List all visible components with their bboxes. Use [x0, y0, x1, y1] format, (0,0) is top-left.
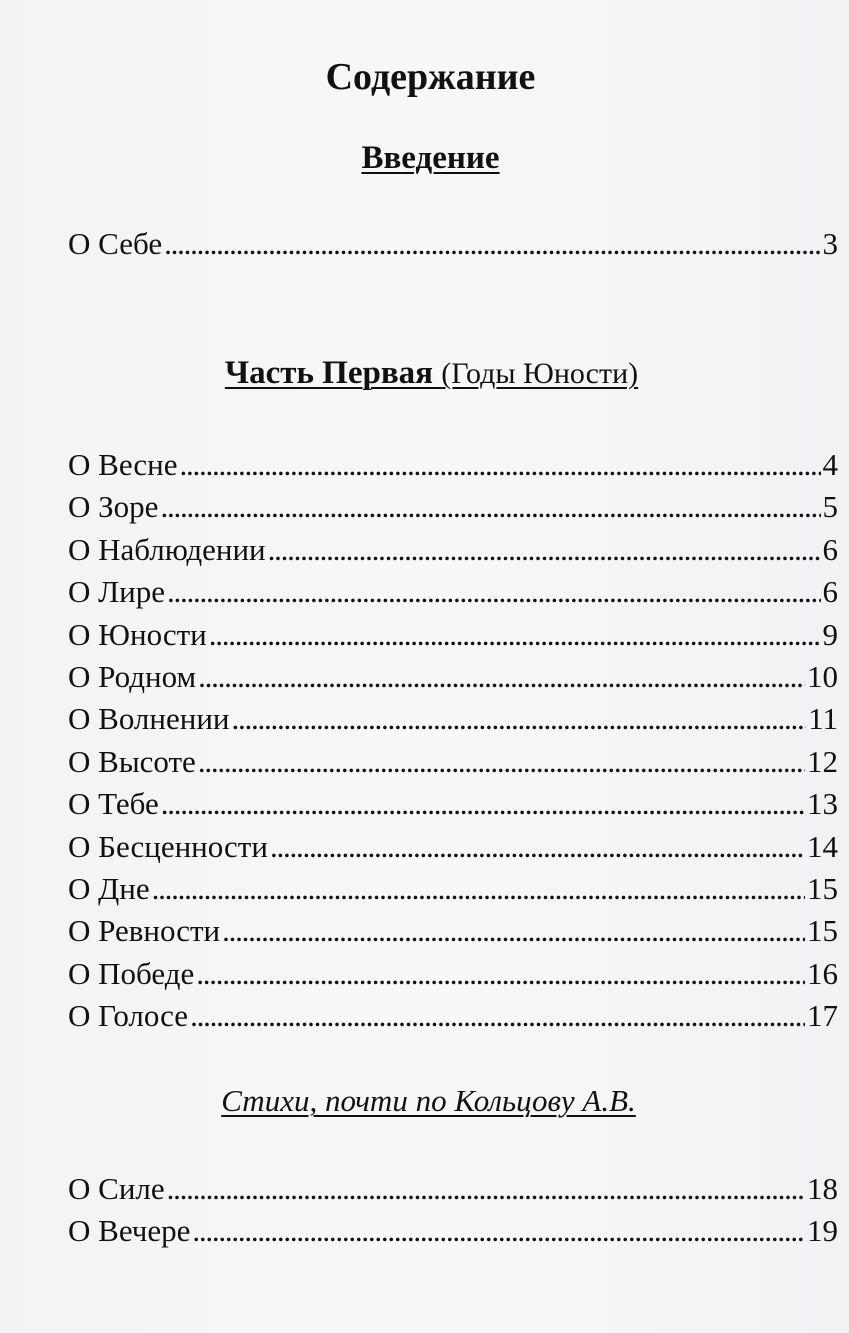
toc-entry-page-number: 19 [807, 1213, 838, 1248]
toc-dot-leader [160, 486, 820, 528]
toc-dot-leader [268, 529, 821, 571]
toc-entry[interactable] [68, 656, 838, 698]
toc-entry-title: О Силе [68, 1171, 165, 1206]
toc-entry-page-number: 17 [807, 998, 838, 1034]
toc-dot-leader [152, 868, 805, 910]
toc-entry[interactable] [68, 826, 838, 868]
section-heading-intro-text: Введение [361, 140, 500, 176]
toc-entry-title: О Ревности [68, 913, 221, 949]
toc-entry-title: О Победе [68, 955, 195, 991]
toc-entry[interactable] [68, 910, 838, 952]
toc-dot-leader [222, 910, 805, 952]
toc-entry[interactable] [68, 571, 838, 613]
toc-entry[interactable] [68, 614, 838, 656]
toc-entry-page-number: 12 [807, 743, 838, 779]
toc-entry[interactable] [68, 529, 838, 571]
toc-entry-page-number: 6 [822, 574, 838, 610]
toc-list-part1 [68, 444, 838, 1037]
toc-entry-page-number: 15 [807, 870, 838, 906]
toc-entry[interactable] [68, 868, 838, 910]
section-heading-koltsov-text: Стихи, почти по Кольцову А.В. [221, 1083, 636, 1118]
toc-dot-leader [167, 571, 820, 613]
section-heading-part1-text [225, 355, 638, 391]
toc-entry[interactable] [68, 953, 838, 995]
toc-entry-title: О Наблюдении [68, 531, 266, 567]
page-title [6, 55, 849, 99]
toc-entry-title: О Вечере [68, 1213, 191, 1248]
toc-entry-title: О Лире [68, 574, 166, 610]
toc-entry[interactable] [68, 1210, 838, 1252]
toc-entry-page-number: 16 [807, 955, 838, 991]
toc-entry-title: О Тебе [68, 786, 159, 822]
toc-entry-page-number: 11 [808, 701, 838, 737]
toc-dot-leader [179, 444, 820, 486]
toc-entry-title: О Голосе [68, 998, 189, 1034]
toc-entry-title: О Дне [68, 870, 150, 906]
toc-entry[interactable] [68, 223, 838, 265]
section-heading-intro [6, 140, 849, 177]
toc-entry-title: О Бесценности [68, 828, 268, 864]
part1-heading-label: Часть Первая [224, 355, 433, 391]
toc-dot-leader [209, 614, 821, 656]
toc-dot-leader [196, 953, 805, 995]
toc-dot-leader [192, 1210, 805, 1252]
toc-dot-leader [270, 826, 805, 868]
toc-list-koltsov [68, 1168, 838, 1252]
toc-entry[interactable] [68, 486, 838, 528]
toc-dot-leader [161, 783, 805, 825]
toc-entry[interactable] [68, 444, 838, 486]
toc-entry[interactable] [68, 1168, 838, 1210]
toc-dot-leader [167, 1168, 805, 1210]
toc-dot-leader [198, 656, 805, 698]
toc-entry-title: О Высоте [68, 743, 196, 779]
toc-entry-page-number: 18 [807, 1171, 838, 1206]
toc-dot-leader [190, 995, 805, 1037]
toc-entry-page-number: 10 [807, 658, 838, 694]
section-heading-koltsov [4, 1083, 849, 1119]
toc-entry-page-number: 6 [822, 531, 838, 567]
toc-list-intro [68, 223, 838, 265]
toc-entry[interactable] [68, 741, 838, 783]
toc-entry-title: О Волнении [68, 701, 230, 737]
toc-entry-title: О Весне [68, 447, 178, 482]
section-heading-part1 [7, 355, 849, 392]
toc-entry-page-number: 9 [822, 616, 838, 652]
toc-entry-page-number: 15 [807, 913, 838, 949]
toc-dot-leader [232, 698, 807, 740]
toc-entry-page-number: 5 [822, 489, 838, 525]
toc-entry[interactable] [68, 698, 838, 740]
page-title-text: Содержание [325, 56, 536, 98]
toc-entry-title: О Себе [68, 226, 163, 261]
toc-entry-title: О Зоре [68, 489, 159, 525]
toc-entry-page-number: 4 [822, 447, 838, 482]
toc-entry-page-number: 13 [807, 786, 838, 822]
toc-entry[interactable] [68, 783, 838, 825]
toc-entry-title: О Родном [68, 658, 197, 694]
toc-entry-page-number: 14 [807, 828, 838, 864]
toc-dot-leader [198, 741, 805, 783]
part1-subheading-label: (Годы Юности) [441, 357, 639, 390]
toc-dot-leader [164, 223, 820, 265]
toc-entry[interactable] [68, 995, 838, 1037]
toc-entry-page-number: 3 [822, 226, 838, 261]
toc-entry-title: О Юности [68, 616, 207, 652]
